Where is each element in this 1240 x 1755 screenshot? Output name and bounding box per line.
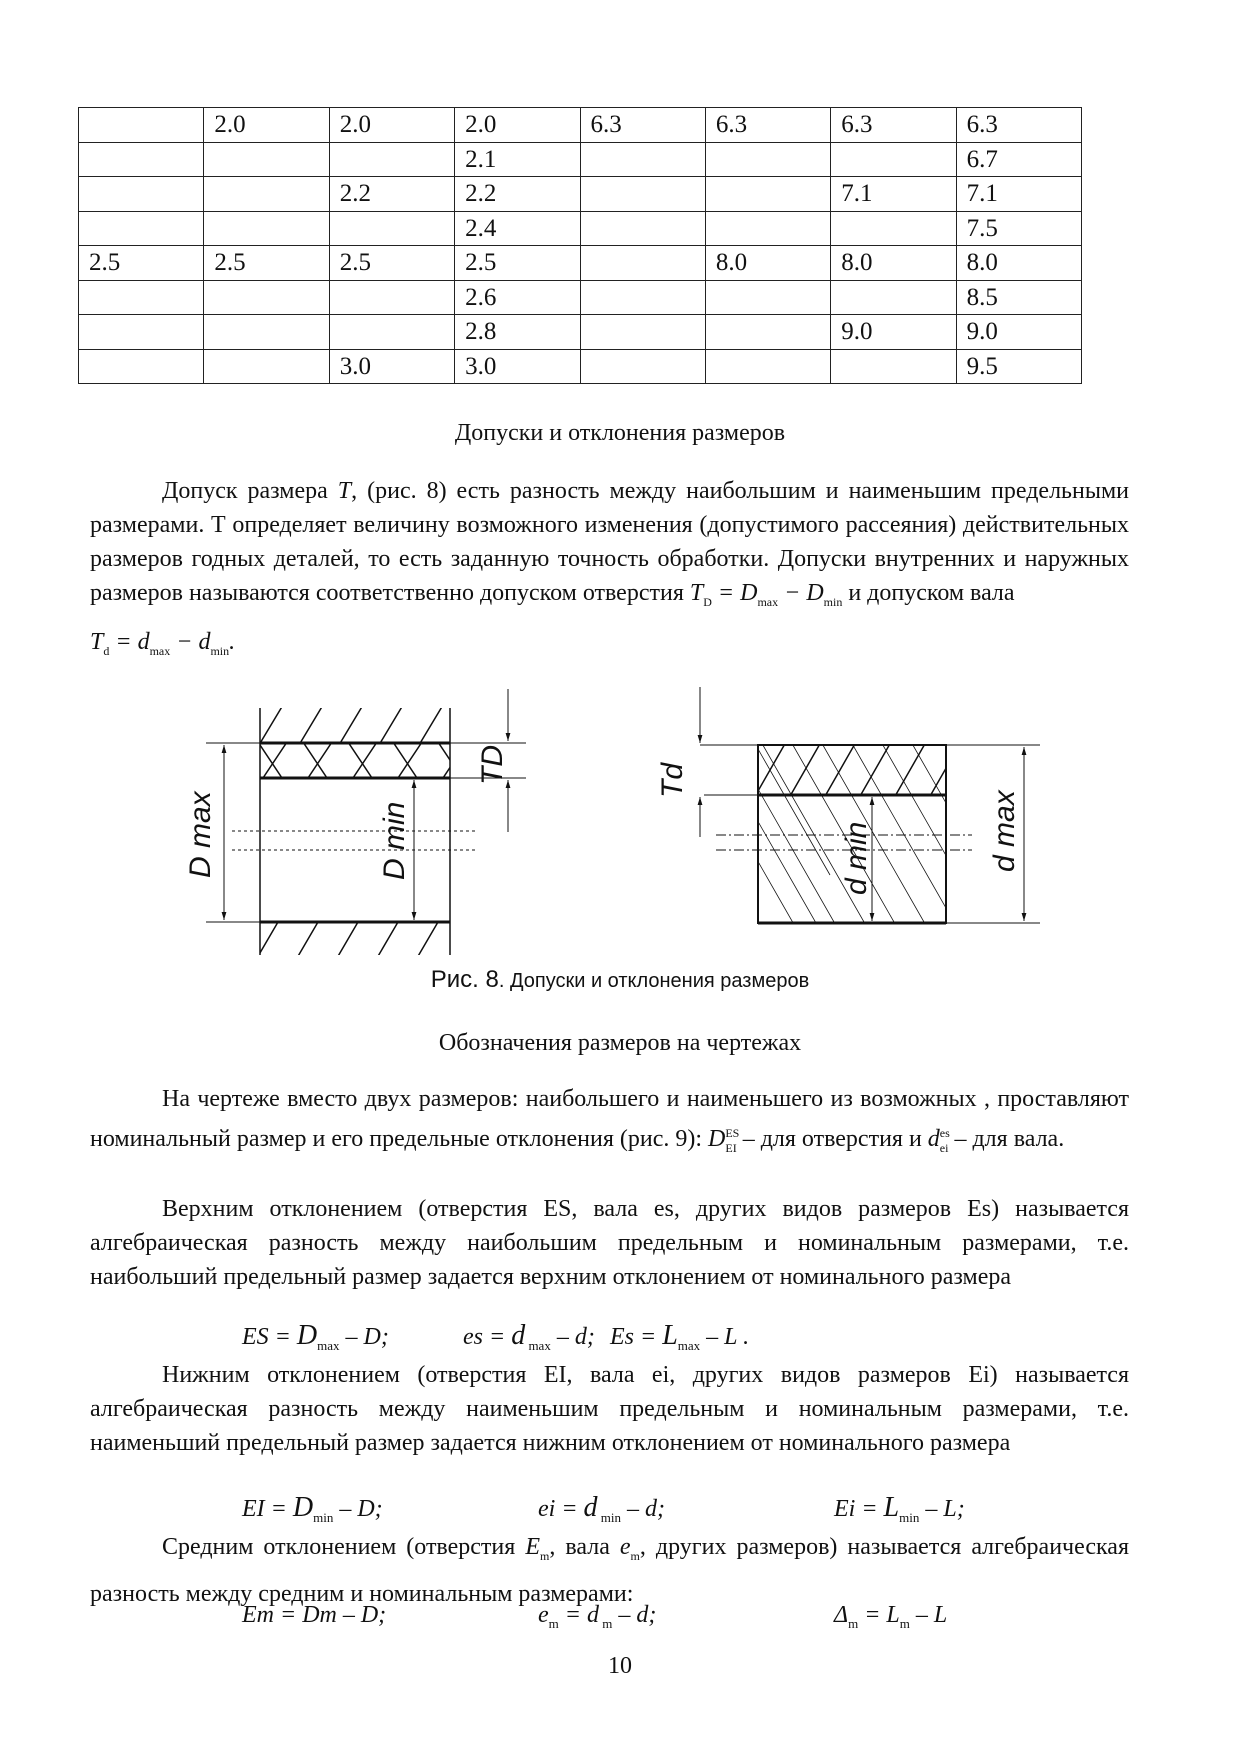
table-cell: 2.5 — [329, 246, 454, 281]
table-cell: 2.6 — [455, 280, 580, 315]
formula-delta-m: $\Delta_m = L_m - L$ — [834, 1602, 948, 1631]
table-cell: 2.1 — [455, 142, 580, 177]
label-D-min: D min — [378, 801, 411, 880]
label-d-min: d min — [840, 821, 873, 895]
symbol-T: T — [337, 478, 352, 504]
table-cell: 8.0 — [705, 246, 830, 281]
formula-EI: EI = $D_{min}$ – D; — [242, 1492, 383, 1525]
paragraph-upper-deviation: Верхним отклонением (отверстия ES, вала es, других видов размеров Es) называется алгебраическая разность между наибольшим предельным и номинальным размерами, т.е. наибольший предельный размер задается верхним отклонением от номинального размера — [90, 1196, 1129, 1290]
section-heading-tolerances: Допуски и отклонения размеров — [454, 420, 786, 446]
formula-TD: $T_D = D_{max} - D_{min}$ — [689, 580, 843, 609]
label-D-max: D max — [184, 791, 217, 878]
table-cell: 2.8 — [455, 315, 580, 350]
formula-em: $e_m = d$ $_m$ – d; — [538, 1602, 657, 1631]
formula-Em: Em = Dm – D; — [242, 1602, 387, 1628]
table-cell: 8.5 — [956, 280, 1081, 315]
table-cell: 7.5 — [956, 211, 1081, 246]
table-cell: 6.3 — [705, 108, 830, 143]
formula-ei: ei = d $_{min}$ – d; — [538, 1492, 665, 1525]
table-cell: 6.3 — [831, 108, 956, 143]
paragraph-lower-deviation: Нижним отклонением (отверстия EI, вала ei, других видов размеров Ei) называется алгебраическая разность между наименьшим предельным и номинальным размерами, т.е. наименьший предельный размер задается нижним отклонением от номинального размера — [90, 1362, 1129, 1456]
label-T-D: TD — [476, 745, 509, 785]
hole-drawing — [206, 685, 526, 970]
formula-D-ES-EI: $D^{ES}_{EI}$ — [708, 1126, 740, 1155]
table-cell: 2.5 — [204, 246, 329, 281]
text: , (рис. 8) есть разность между наибольшим и наименьшим предельными размерами. Т определяет величину возможного изменения (допустимого рассеяния) действительных размеров годных деталей, то есть заданную точность обработки. Допуски внутренних и наружных размеров называются соответственно допуском отверстия — [90, 478, 1130, 606]
table-cell: 7.1 — [831, 177, 956, 212]
formula-ES: ES = $D_{max}$ – D; — [242, 1320, 389, 1353]
table-cell: 6.7 — [956, 142, 1081, 177]
page-number: 10 — [608, 1653, 632, 1679]
formula-Ei: $Ei = L_{min} - L$; — [834, 1492, 965, 1525]
text: и допуском вала — [842, 580, 1015, 606]
formula-d-es-ei: $d^{es}_{ei}$ — [927, 1126, 950, 1155]
table-cell: 6.3 — [956, 108, 1081, 143]
figure-caption: Рис. 8. Допуски и отклонения размеров — [430, 966, 810, 993]
table-cell: 7.1 — [956, 177, 1081, 212]
table-cell: 3.0 — [329, 349, 454, 384]
formula-Td: $T_d = d_{max} - d_{min}$. — [90, 628, 236, 658]
label-T-d: Td — [656, 762, 689, 798]
table-cell: 8.0 — [831, 246, 956, 281]
table-cell: 2.4 — [455, 211, 580, 246]
formula-Es: $Es = L_{max} - L$ . — [610, 1320, 750, 1353]
table-cell: 2.5 — [455, 246, 580, 281]
table-cell: 2.2 — [455, 177, 580, 212]
table-cell: 3.0 — [455, 349, 580, 384]
formula-es: es = d $_{max}$ – d; — [463, 1320, 595, 1353]
table-cell: 2.0 — [204, 108, 329, 143]
label-d-max: d max — [988, 790, 1021, 872]
paragraph-drawing-dimensions: На чертеже вместо двух размеров: наибольшего и наименьшего из возможных , проставляют номинальный размер и его предельные отклонения (рис. 9): $D^{ES}_{EI}$ – для отверстия и $d^{es}_{ei}$ – для вала. — [90, 1086, 1129, 1155]
table-cell: 9.0 — [956, 315, 1081, 350]
paragraph-mean-deviation: Средним отклонением (отверстия $E_m$, вала $e_m$, других размеров) называется алгебраическая разность между средним и номинальным размерами: — [90, 1534, 1130, 1607]
table-cell: 2.5 — [79, 246, 204, 281]
table-cell: 6.3 — [580, 108, 705, 143]
text: Допуск размера — [162, 478, 338, 504]
table-cell: 9.0 — [831, 315, 956, 350]
table-cell: 8.0 — [956, 246, 1081, 281]
table-cell: 2.2 — [329, 177, 454, 212]
table-cell: 9.5 — [956, 349, 1081, 384]
table-cell: 2.0 — [455, 108, 580, 143]
section-heading-designations: Обозначения размеров на чертежах — [438, 1030, 802, 1056]
table-cell: 2.0 — [329, 108, 454, 143]
